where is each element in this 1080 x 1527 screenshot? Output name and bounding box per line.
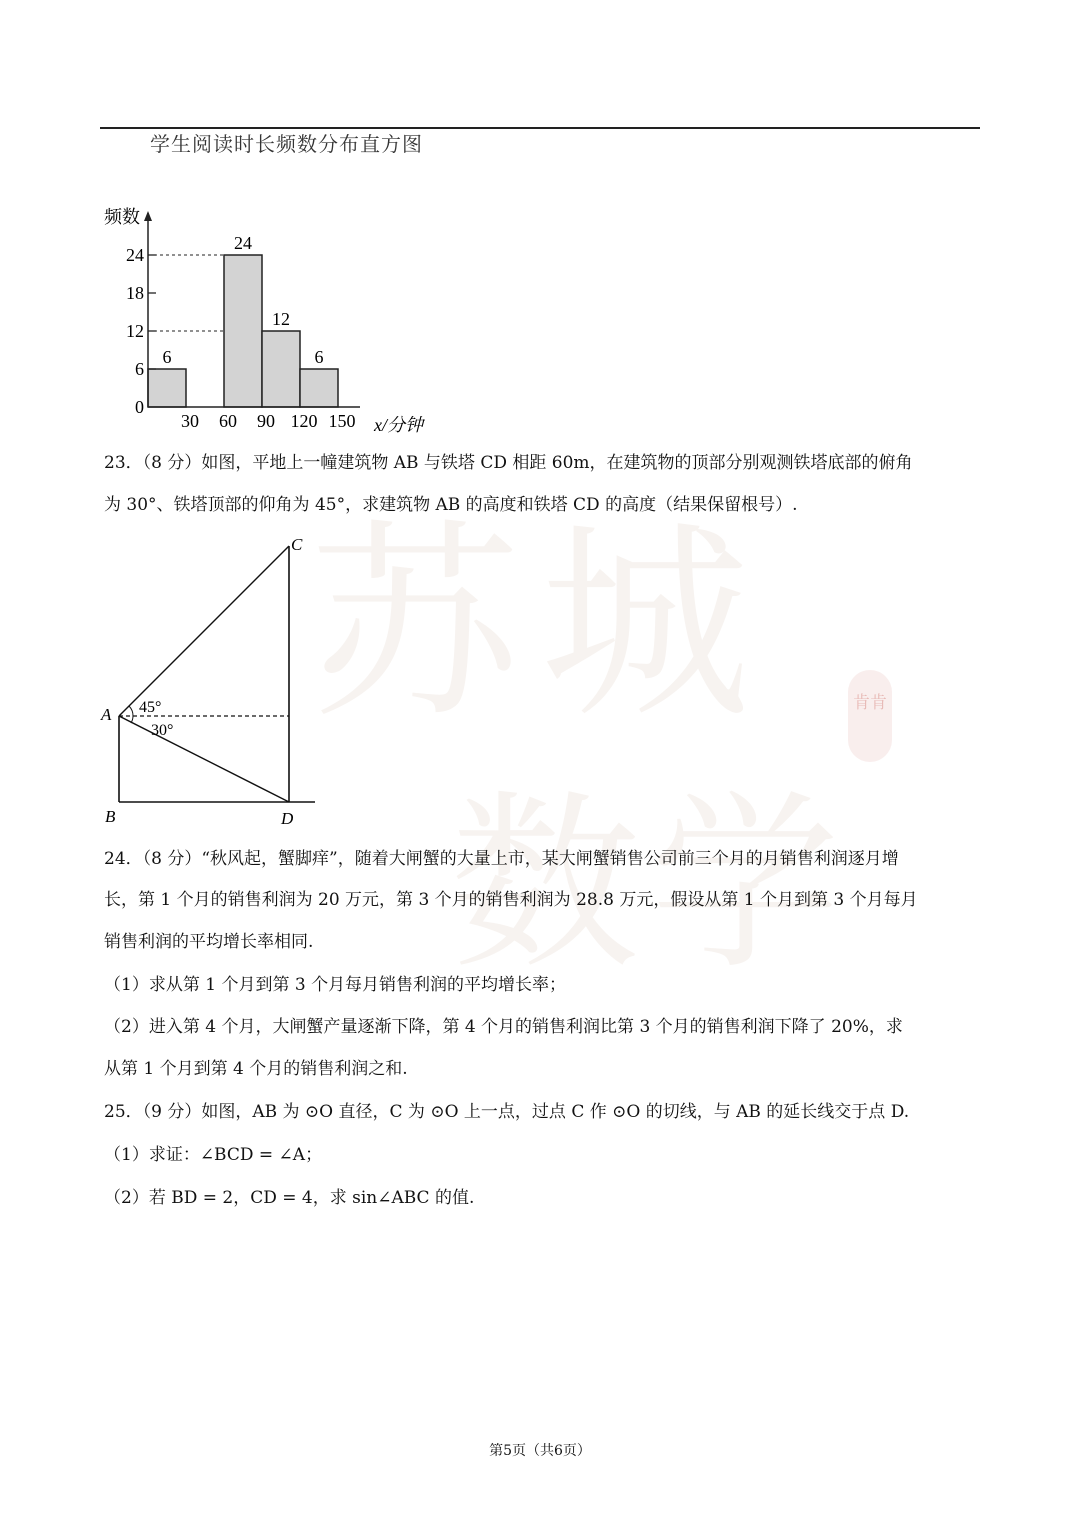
bar-2 <box>224 255 262 407</box>
label-c: C <box>291 535 303 554</box>
x-axis-title: x/分钟 <box>374 415 423 435</box>
y-tick-label-4: 24 <box>126 245 144 265</box>
x-tick-label-0: 30 <box>181 411 199 431</box>
page-footer: 第5页（共6页） <box>489 1443 591 1459</box>
y-tick-label-3: 18 <box>126 283 144 303</box>
histogram-chart <box>90 195 450 445</box>
x-tick-label-3: 120 <box>290 411 318 431</box>
x-tick-label-4: 150 <box>328 411 356 431</box>
label-b: B <box>105 807 116 826</box>
q24-line3: 销售利润的平均增长率相同. <box>104 932 314 952</box>
q24-part2-line1: （2）进入第 4 个月，大闸蟹产量逐渐下降，第 4 个月的销售利润比第 3 个月的销售利润下降了 20%，求 <box>104 1017 903 1037</box>
y-tick-label-1: 6 <box>135 359 144 379</box>
q24-part1: （1）求从第 1 个月到第 3 个月每月销售利润的平均增长率； <box>104 975 567 995</box>
angle-arc-30 <box>131 716 133 723</box>
line-ac <box>119 546 289 716</box>
bar-label-2: 24 <box>234 233 252 253</box>
q24-line2: 长，第 1 个月的销售利润为 20 万元，第 3 个月的销售利润为 28.8 万元，假设从第 1 个月到第 3 个月每月 <box>104 890 918 910</box>
bar-0 <box>148 369 186 407</box>
bar-label-3: 12 <box>272 309 290 329</box>
watermark-char-4: 学 <box>650 774 841 995</box>
y-tick-label-0: 0 <box>135 397 144 417</box>
bar-4 <box>300 369 338 407</box>
angle-45-label: 45° <box>139 699 162 716</box>
q24-line1: 24．（8 分）“秋风起，蟹脚痒”，随着大闸蟹的大量上市，某大闸蟹销售公司前三个月的月销售利润逐月增 <box>104 849 899 869</box>
watermark-char-1: 苏 <box>310 502 521 747</box>
angle-30-label: 30° <box>151 722 174 739</box>
label-d: D <box>281 809 294 828</box>
watermark-char-3: 数 <box>450 774 641 995</box>
y-tick-label-2: 12 <box>126 321 144 341</box>
bar-label-4: 6 <box>314 347 324 367</box>
q23-line1: 23．（8 分）如图，平地上一幢建筑物 AB 与铁塔 CD 相距 60m，在建筑物的顶部分别观测铁塔底部的俯角 <box>104 453 913 473</box>
y-axis-title: 频数 <box>104 207 140 227</box>
x-tick-label-2: 90 <box>257 411 275 431</box>
watermark-char-2: 城 <box>540 502 751 747</box>
label-a: A <box>101 705 112 724</box>
angle-arc-45 <box>129 706 133 716</box>
q25-part2: （2）若 BD = 2，CD = 4，求 sin∠ABC 的值. <box>104 1188 475 1208</box>
bar-label-0: 6 <box>162 347 172 367</box>
q25-line1: 25．（9 分）如图，AB 为 ⊙O 直径，C 为 ⊙O 上一点，过点 C 作 ⊙O 的切线，与 AB 的延长线交于点 D. <box>104 1102 910 1122</box>
chart-title: 学生阅读时长频数分布直方图 <box>150 132 423 156</box>
q24-part2-line2: 从第 1 个月到第 4 个月的销售利润之和. <box>104 1059 408 1079</box>
q25-part1: （1）求证：∠BCD = ∠A； <box>104 1145 323 1165</box>
x-tick-label-1: 60 <box>219 411 237 431</box>
watermark-seal: 肯肯 <box>848 670 892 762</box>
y-axis-arrow <box>144 211 152 221</box>
q23-line2: 为 30°、铁塔顶部的仰角为 45°，求建筑物 AB 的高度和铁塔 CD 的高度（结果保留根号）. <box>104 495 798 515</box>
figure-23 <box>95 530 335 830</box>
bar-3 <box>262 331 300 407</box>
line-ad <box>119 716 289 802</box>
